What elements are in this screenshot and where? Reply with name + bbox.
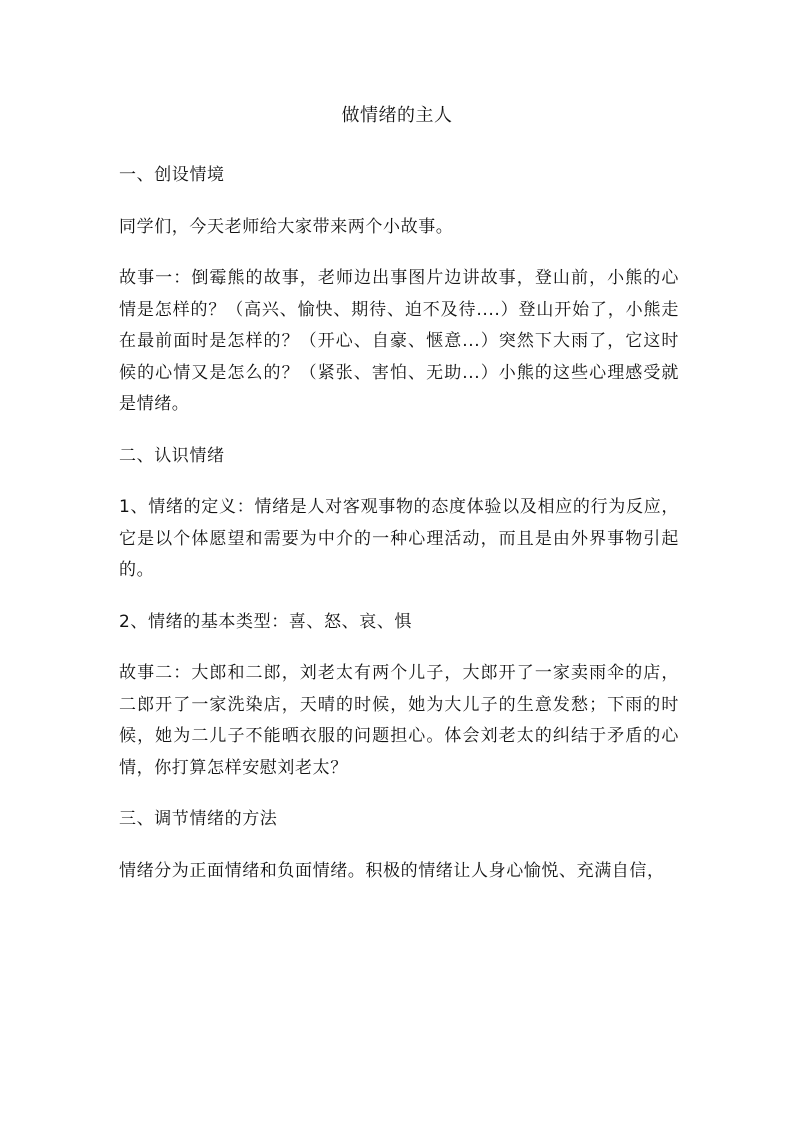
paragraph-story-two: 故事二：大郎和二郎，刘老太有两个儿子，大郎开了一家卖雨伞的店，二郎开了一家洗染店，天晴的时候，她为大儿子的生意发愁；下雨的时候，她为二儿子不能晒衣服的问题担心。体会刘老太的纠结于矛盾的心情，你打算怎样安慰刘老太？ xyxy=(119,663,679,778)
paragraph-story-one: 故事一：倒霉熊的故事，老师边出事图片边讲故事，登山前，小熊的心情是怎样的？（高兴、愉快、期待、迫不及待....）登山开始了，小熊走在最前面时是怎样的？（开心、自豪、惬意...）突然下大雨了，它这时候的心情又是怎么的？（紧张、害怕、无助...）小熊的这些心理感受就是情绪。 xyxy=(119,268,679,414)
paragraph-emotion-categories: 情绪分为正面情绪和负面情绪。积极的情绪让人身心愉悦、充满自信， xyxy=(119,860,665,881)
paragraph-intro: 同学们，今天老师给大家带来两个小故事。 xyxy=(119,216,454,237)
paragraph-emotion-definition: 1、情绪的定义：情绪是人对客观事物的态度体验以及相应的行为反应，它是以个体愿望和需要为中介的一种心理活动，而且是由外界事物引起的。 xyxy=(119,497,679,580)
section-heading-understand-emotions: 二、认识情绪 xyxy=(119,445,225,466)
document-body xyxy=(119,160,679,907)
document-title: 做情绪的主人 xyxy=(341,105,453,126)
paragraph-emotion-types: 2、情绪的基本类型：喜、怒、哀、惧 xyxy=(119,611,413,632)
section-heading-regulation-methods: 三、调节情绪的方法 xyxy=(119,809,278,829)
section-heading-create-situation: 一、创设情境 xyxy=(119,165,225,185)
